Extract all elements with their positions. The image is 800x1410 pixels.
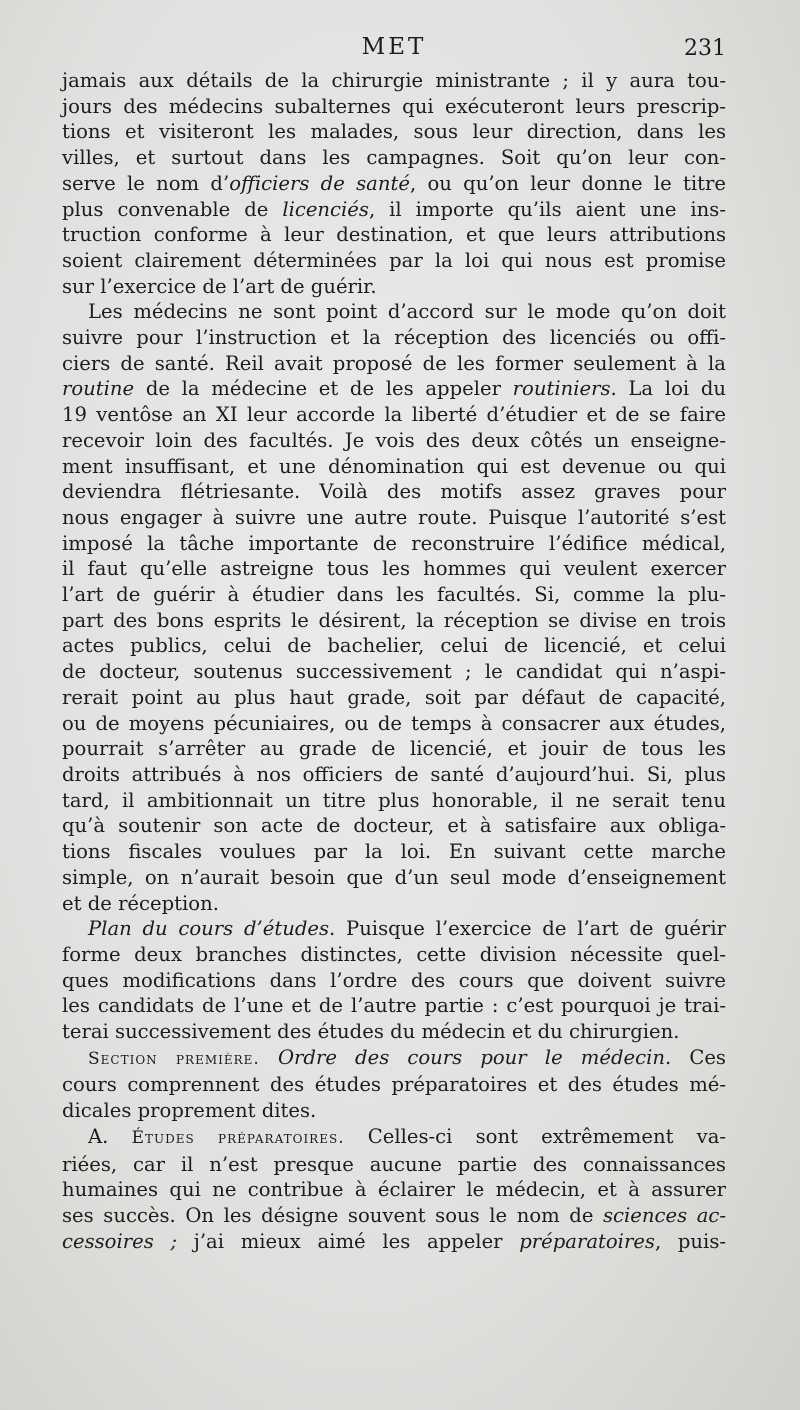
text-line: part des bons esprits le désirent, la réception se divise en trois: [62, 608, 726, 632]
italic-term: licenciés: [282, 197, 369, 221]
page-number: 231: [684, 36, 726, 61]
text-line: dicales proprement dites.: [62, 1099, 317, 1123]
italic-term: préparatoires: [519, 1229, 655, 1253]
text-line: Les médecins ne sont point d’accord sur le mode qu’on doit: [88, 300, 726, 324]
text-line: tions et visiteront les malades, sous leur direction, dans les: [62, 120, 726, 144]
paragraph: [62, 916, 726, 1045]
text-line: humaines qui ne contribue à éclairer le médecin, et à assurer: [62, 1178, 726, 1202]
text-line: tard, il ambitionnait un titre plus honorable, il ne serait tenu: [62, 788, 726, 812]
paragraph: [62, 68, 726, 299]
text-line: simple, on n’aurait besoin que d’un seul mode d’enseignement: [62, 865, 726, 889]
italic-term: officiers de santé: [229, 171, 410, 195]
italic-term: routine: [62, 377, 135, 401]
text-line: ou de moyens pécuniaires, ou de temps à consacrer aux études,: [62, 711, 726, 735]
italic-term: sciences ac-: [603, 1203, 726, 1227]
text-line: routine de la médecine et de les appeler routiniers. La loi du: [62, 377, 726, 401]
text-line: A. Études préparatoires. Celles-ci sont extrêmement va-: [88, 1124, 726, 1148]
text-line: tions fiscales voulues par la loi. En suivant cette marche: [62, 840, 726, 864]
text-line: serve le nom d’officiers de santé, ou qu’on leur donne le titre: [62, 171, 726, 195]
text-line: rerait point au plus haut grade, soit par défaut de capacité,: [62, 685, 726, 709]
text-line: ques modifications dans l’ordre des cours que doivent suivre: [62, 968, 726, 992]
section-title: Ordre des cours pour le médecin.: [259, 1045, 672, 1069]
text-line: Section première. Ordre des cours pour le médecin. Ces: [88, 1045, 726, 1069]
text-line: truction conforme à leur destination, et que leurs attributions: [62, 223, 726, 247]
text-line: de docteur, soutenus successivement ; le candidat qui n’aspi-: [62, 660, 726, 684]
text-line: 19 ventôse an XI leur accorde la liberté d’étudier et de se faire: [62, 403, 726, 427]
paragraph: [62, 1045, 726, 1124]
body-text: [62, 68, 726, 1254]
text-line: jamais aux détails de la chirurgie ministrante ; il y aura tou-: [62, 69, 726, 92]
text-line: ses succès. On les désigne souvent sous le nom de sciences ac-: [62, 1203, 726, 1227]
text-line: nous engager à suivre une autre route. Puisque l’autorité s’est: [62, 505, 726, 529]
italic-term: cessoires ;: [62, 1229, 178, 1253]
text-line: deviendra flétriesante. Voilà des motifs assez graves pour: [62, 480, 726, 504]
subsection-label: Études préparatoires.: [131, 1127, 345, 1148]
text-line: l’art de guérir à étudier dans les facultés. Si, comme la plu-: [62, 583, 726, 607]
text-line: droits attribués à nos officiers de santé d’aujourd’hui. Si, plus: [62, 762, 726, 786]
paragraph: [62, 299, 726, 916]
text-line: forme deux branches distinctes, cette division nécessite quel-: [62, 942, 726, 966]
text-line: soient clairement déterminées par la loi qui nous est promise: [62, 248, 726, 272]
text-line: suivre pour l’instruction et la réception des licenciés ou offi-: [62, 326, 726, 350]
text-line: villes, et surtout dans les campagnes. Soit qu’on leur con-: [62, 146, 726, 170]
text-line: sur l’exercice de l’art de guérir.: [62, 274, 377, 298]
text-line: les candidats de l’une et de l’autre partie : c’est pourquoi je trai-: [62, 994, 726, 1018]
text-line: imposé la tâche importante de reconstruire l’édifice médical,: [62, 531, 726, 555]
section-heading-italic: Plan du cours d’études: [88, 917, 330, 941]
text-line: ment insuffisant, et une dénomination qui est devenue ou qui: [62, 454, 726, 478]
italic-term: routiniers: [512, 377, 611, 401]
text-line: cessoires ; j’ai mieux aimé les appeler préparatoires, puis-: [62, 1229, 726, 1253]
text-line: plus convenable de licenciés, il importe qu’ils aient une ins-: [62, 197, 726, 221]
paragraph: [62, 1124, 726, 1255]
text-line: jours des médecins subalternes qui exécuteront leurs prescrip-: [62, 94, 726, 118]
page-header: [62, 34, 726, 64]
text-line: qu’à soutenir son acte de docteur, et à satisfaire aux obliga-: [62, 814, 726, 838]
text-line: actes publics, celui de bachelier, celui de licencié, et celui: [62, 634, 726, 658]
text-line: riées, car il n’est presque aucune partie des connaissances: [62, 1152, 726, 1176]
text-line: recevoir loin des facultés. Je vois des deux côtés un enseigne-: [62, 428, 726, 452]
text-line: et de réception.: [62, 891, 219, 915]
text-line: terai successivement des études du médecin et du chirurgien.: [62, 1020, 680, 1044]
text-line: cours comprennent des études préparatoires et des études mé-: [62, 1073, 726, 1097]
running-head: MET: [361, 34, 427, 60]
section-label: Section première.: [88, 1048, 260, 1069]
text-line: il faut qu’elle astreigne tous les hommes qui veulent exercer: [62, 557, 726, 581]
text-line: Plan du cours d’études. Puisque l’exercice de l’art de guérir: [88, 917, 726, 941]
text-line: ciers de santé. Reil avait proposé de les former seulement à la: [62, 351, 726, 375]
text-line: pourrait s’arrêter au grade de licencié, et jouir de tous les: [62, 737, 726, 761]
